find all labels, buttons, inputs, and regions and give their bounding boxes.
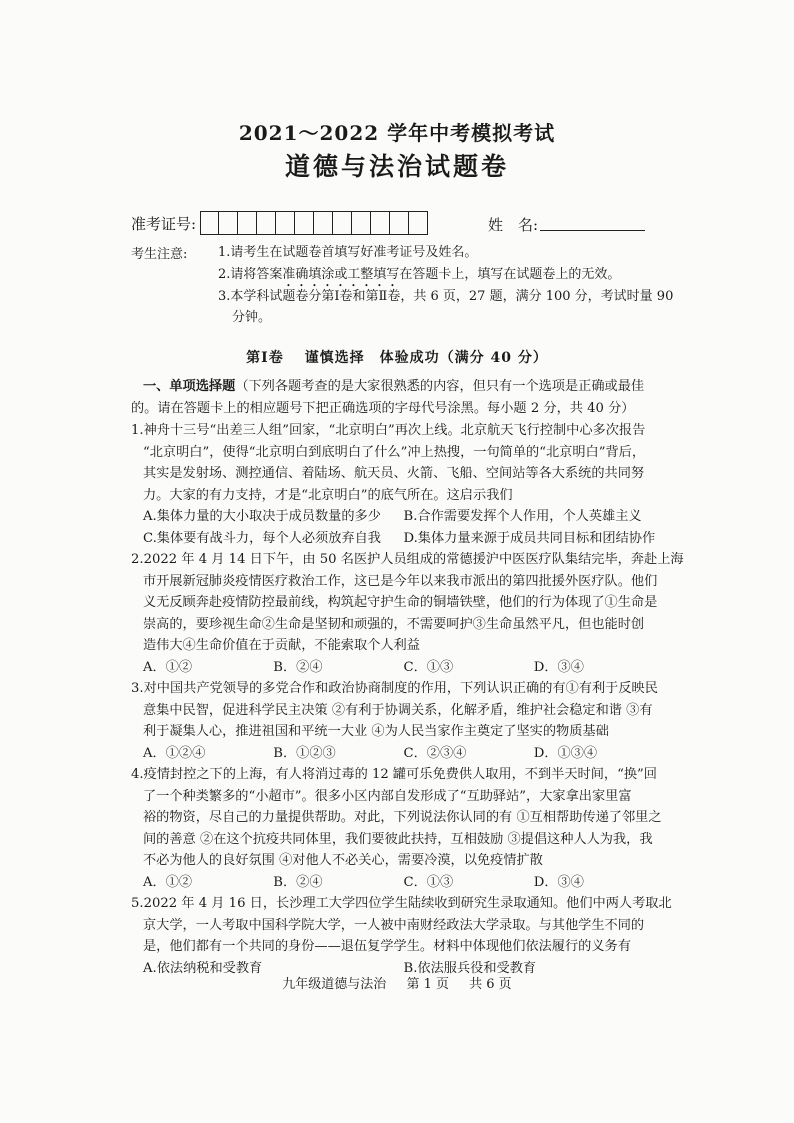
footer-page-number: 第 1 页 — [406, 977, 449, 992]
q3-option-c[interactable]: C．②③④ — [403, 745, 467, 761]
question-2: 2.2022 年 4 月 14 日下午，由 50 名医护人员组成的常德援沪中医医疗队集结完毕，奔赴上海 市开展新冠肺炎疫情医疗救治工作，这已是今年以来我市派出的第四批援外医疗队。他们 义无反顾奔赴疫情防控最前线，构筑起守护生命的铜墙铁壁，他们的行为体现了①生命是 崇高的，要珍视生命②生命是坚韧和顽强的，不需要呵护③生命虽然平凡，但也能时创 造伟大④生命价值在于贡献，不能索取个人利益 A．①② B．②④ C．①③ D．③④ — [131, 549, 664, 678]
q4-option-b[interactable]: B．②④ — [273, 874, 323, 890]
candidate-name-row — [488, 214, 645, 235]
q1-option-a[interactable]: A.集体力量的大小取决于成员数量的多少 — [143, 509, 381, 524]
part1-heading: 一、单项选择题 — [143, 379, 236, 394]
id-digit-box[interactable] — [200, 211, 219, 235]
question-1: 1.神舟十三号“出差三人组”回家，“北京明白”再次上线。北京航天飞行控制中心多次报告 “北京明白”，使得“北京明白到底明白了什么”冲上热搜，一句简单的“北京明白”背后， 其实是发射场、测控通信、着陆场、航天员、火箭、飞船、空间站等各大系统的共同努 力。大家的有力支持，才是“北京明白”的底气所在。这启示我们 A.集体力量的大小取决于成员数量的多少 B.合作需要发挥个人作用，个人英雄主义 C.集体要有战斗力，每个人必须放弃自我 D.集体力量来源于成员共同目标和团结协作 — [131, 420, 664, 549]
q1-option-b[interactable]: B.合作需要发挥个人作用，个人英雄主义 — [403, 509, 642, 524]
id-digit-box[interactable] — [333, 211, 352, 235]
footer-subject: 九年级道德与法治 — [282, 977, 387, 992]
q3-option-d[interactable]: D．①③④ — [533, 745, 598, 761]
candidate-id-label: 准考证号: — [131, 214, 197, 233]
q1-options-row1 — [131, 506, 664, 528]
question-5: 5.2022 年 4 月 16 日，长沙理工大学四位学生陆续收到研究生录取通知。他们中两人考取北 京大学，一人考取中国科学院大学，一人被中南财经政法大学录取。与其他学生不同的 是，他们都有一个共同的身份——退伍复学学生。材料中体现他们依法履行的义务有 A.依法纳税和受教育 B.依法服兵役和受教育 — [131, 893, 664, 979]
q5-option-b[interactable]: B.依法服兵役和受教育 — [403, 960, 537, 976]
q4-option-c[interactable]: C．①③ — [403, 874, 454, 890]
id-digit-box[interactable] — [314, 211, 333, 235]
question-3: 3.对中国共产党领导的多党合作和政治协商制度的作用，下列认识正确的有①有利于反映民 意集中民智，促进科学民主决策 ②有利于协调关系，化解矛盾，维护社会稳定和谐 ③有 利于凝集人心，推进祖国和平统一大业 ④为人民当家作主奠定了坚实的物质基础 A．①②④ B．①②③ C．②③④ D．①③④ — [131, 678, 664, 764]
candidate-id-row — [131, 211, 428, 235]
q3-options — [131, 743, 664, 765]
candidate-id-boxes — [200, 211, 428, 235]
q2-option-d[interactable]: D．③④ — [533, 659, 584, 675]
question-4: 4.疫情封控之下的上海，有人将消过毒的 12 罐可乐免费供人取用，不到半天时间，“换”回 了一个种类繁多的“小超市”。很多小区内部自发形成了“互助驿站”，大家拿出家里富 裕的物资，尽自己的力量提供帮助。对此，下列说法你认同的有 ①互相帮助传递了邻里之 间的善意 ②在这个抗疫共同体里，我们要彼此扶持，互相鼓励 ③提倡这种人人为我，我 不必为他人的良好氛围 ④对他人不必关心，需要冷漠，以免疫情扩散 A．①② B．②④ C．①③ D．③④ — [131, 764, 664, 893]
q1-option-c[interactable]: C.集体要有战斗力，每个人必须放弃自我 — [143, 530, 381, 546]
notice-item-1: 1.请考生在试题卷首填写好准考证号及姓名。 — [218, 245, 478, 260]
id-digit-box[interactable] — [219, 211, 238, 235]
candidate-name-label: 姓 名: — [488, 216, 539, 234]
q4-option-d[interactable]: D．③④ — [533, 874, 584, 890]
id-digit-box[interactable] — [295, 211, 314, 235]
q2-option-b[interactable]: B．②④ — [273, 659, 323, 675]
q5-option-a[interactable]: A.依法纳税和受教育 — [143, 960, 263, 976]
notice-label: 考生注意: — [131, 247, 188, 262]
q2-options — [131, 657, 664, 679]
footer-total-pages: 共 6 页 — [469, 977, 512, 992]
id-digit-box[interactable] — [371, 211, 390, 235]
page-footer — [0, 973, 794, 992]
id-digit-box[interactable] — [257, 211, 276, 235]
q1-options-row2 — [131, 528, 664, 550]
part1-intro: 一、单项选择题（下列各题考查的是大家很熟悉的内容，但只有一个选项是正确或最佳 的。请在答题卡上的相应题号下把正确选项的字母代号涂黑。每小题 2 分，共 40 分） — [131, 379, 645, 416]
notice-item-3: 3.本学科试题卷分第Ⅰ卷和第Ⅱ卷，共 6 页，27 题，满分 100 分，考试时量 90 — [218, 289, 674, 304]
q2-option-a[interactable]: A．①② — [143, 659, 193, 675]
q4-options — [131, 872, 664, 894]
id-digit-box[interactable] — [390, 211, 409, 235]
section-title: 第Ⅰ卷 谨慎选择 体验成功（满分 40 分） — [246, 350, 548, 366]
id-digit-box[interactable] — [409, 211, 428, 235]
q4-option-a[interactable]: A．①② — [143, 874, 193, 890]
exam-title-year: 2021～2022 学年中考模拟考试 — [238, 121, 556, 145]
id-digit-box[interactable] — [352, 211, 371, 235]
q2-option-c[interactable]: C．①③ — [403, 659, 454, 675]
id-digit-box[interactable] — [276, 211, 295, 235]
notice-item-3-cont: 分钟。 — [232, 310, 272, 325]
q1-option-d[interactable]: D.集体力量来源于成员共同目标和团结协作 — [403, 530, 656, 546]
notice-item-2: 2.请将答案准确填涂或工整填写在答题卡上，填写在试题卷上的无效。 — [218, 267, 621, 282]
q3-option-b[interactable]: B．①②③ — [273, 745, 336, 761]
exam-title-subject: 道德与法治试题卷 — [284, 152, 509, 181]
q3-option-a[interactable]: A．①②④ — [143, 745, 206, 761]
notice-emphasis: 准确填涂或工整填写 — [282, 267, 400, 282]
candidate-name-field[interactable] — [540, 214, 645, 231]
id-digit-box[interactable] — [238, 211, 257, 235]
